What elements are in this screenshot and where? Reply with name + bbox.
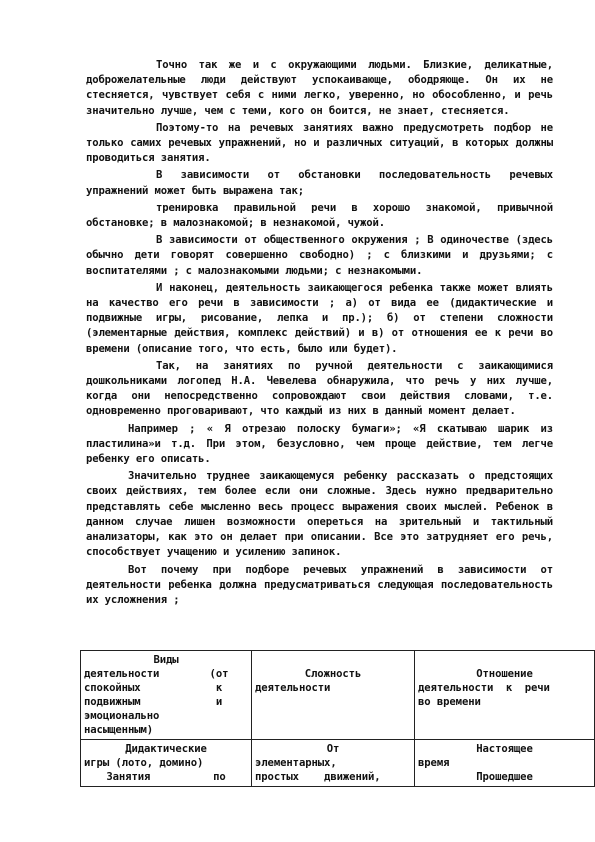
paragraph-3: В зависимости от обстановки последовательность речевых упражнений может быть выражена так;: [86, 169, 553, 197]
cell-line: во времени: [418, 696, 481, 708]
paragraph-1: Точно так же и с окружающими людьми. Близкие, деликатные, доброжелательные люди действуют успокаивающе, ободряюще. Он их не стесняется, чувствует себя с ними легко, уверенно, но обособленно, и речь значительно лучше, чем с теми, кого он боится, не знает, стесняется.: [86, 59, 553, 117]
table-row: [81, 740, 595, 787]
cell-line: деятельности (от: [84, 668, 229, 680]
cell-line: Настоящее: [476, 743, 533, 755]
table-cell: [415, 740, 595, 787]
paragraph-7: Так, на занятиях по ручной деятельности с заикающимися дошкольниками логопед Н.А. Чевелева обнаружила, что речь у них лучше, когда они непосредственно сопровождают свои действия словами, т.е. одновременно проговаривают, что каждый из них в данный момент делает.: [86, 359, 553, 418]
cell-line: игры (лото, домино): [84, 757, 204, 769]
cell-line: подвижным и: [84, 696, 223, 708]
cell-line: От: [326, 743, 340, 755]
cell-line: Отношение: [476, 668, 533, 680]
cell-line: деятельности: [255, 682, 331, 694]
paragraph-10: Вот почему при подборе речевых упражнений в зависимости от деятельности ребенка должна предусматриваться следующая последовательность их усложнения ;: [86, 563, 553, 606]
cell-line: Дидактические: [125, 743, 207, 755]
cell-line: эмоционально: [84, 710, 160, 722]
paragraph-6: И наконец, деятельность заикающегося ребенка также может влиять на качество его речи в зависимости ; а) от вида ее (дидактические и подвижные игры, рисование, лепка и пр.); б) от степени сложности (элементарные действия, комплекс действий) и в) от отношения ее к речи во времени (описание того, что есть, было или будет).: [86, 281, 553, 355]
cell-line: простых движений,: [255, 771, 381, 783]
cell-line: Виды: [153, 654, 179, 666]
cell-line: насыщенным): [84, 724, 154, 736]
table-header-row: [81, 651, 595, 740]
activity-table: [80, 650, 595, 787]
paragraph-2: Поэтому-то на речевых занятиях важно предусмотреть подбор не только самих речевых упражнений, но и различных ситуаций, в которых должны проводиться занятия.: [86, 121, 553, 165]
table-cell: [81, 740, 252, 787]
cell-line: элементарных,: [255, 757, 337, 769]
cell-line: время: [418, 757, 450, 769]
header-cell-activity-types: [81, 651, 252, 740]
header-cell-complexity: [252, 651, 415, 740]
cell-line: Прошедшее: [476, 771, 533, 783]
document-body: [86, 58, 553, 610]
paragraph-9: Значительно труднее заикающемуся ребенку рассказать о предстоящих своих действиях, тем более если они сложные. Здесь нужно предварительно представлять себе мысленно весь процесс выражения своих мыслей. Ребенок в данном случае лишен возможности опереться на зрительный и тактильный анализаторы, как это он делает при описании. Все это затрудняет его речь, способствует учащению и усилению запинок.: [86, 470, 553, 559]
paragraph-8: Например ; « Я отрезаю полоску бумаги»; «Я скатываю шарик из пластилина»и т.д. При этом, безусловно, чем проще действие, тем легче ребенку его описать.: [86, 422, 553, 466]
header-cell-time-relation: [415, 651, 595, 740]
paragraph-5: В зависимости от общественного окружения ; В одиночестве (здесь обычно дети говорят совершенно свободно) ; с близкими и друзьями; с воспитателями ; с малознакомыми людьми; с незнакомыми.: [86, 234, 553, 277]
cell-line: Сложность: [304, 668, 362, 680]
paragraph-4: тренировка правильной речи в хорошо знакомой, привычной обстановке; в малознакомой; в незнакомой, чужой.: [86, 201, 553, 230]
cell-line: деятельности к речи: [418, 682, 550, 694]
table-cell: [252, 740, 415, 787]
cell-line: Занятия по: [106, 771, 226, 783]
cell-spacer: [255, 653, 411, 667]
cell-spacer: [418, 653, 591, 667]
cell-line: спокойных к: [84, 682, 223, 694]
